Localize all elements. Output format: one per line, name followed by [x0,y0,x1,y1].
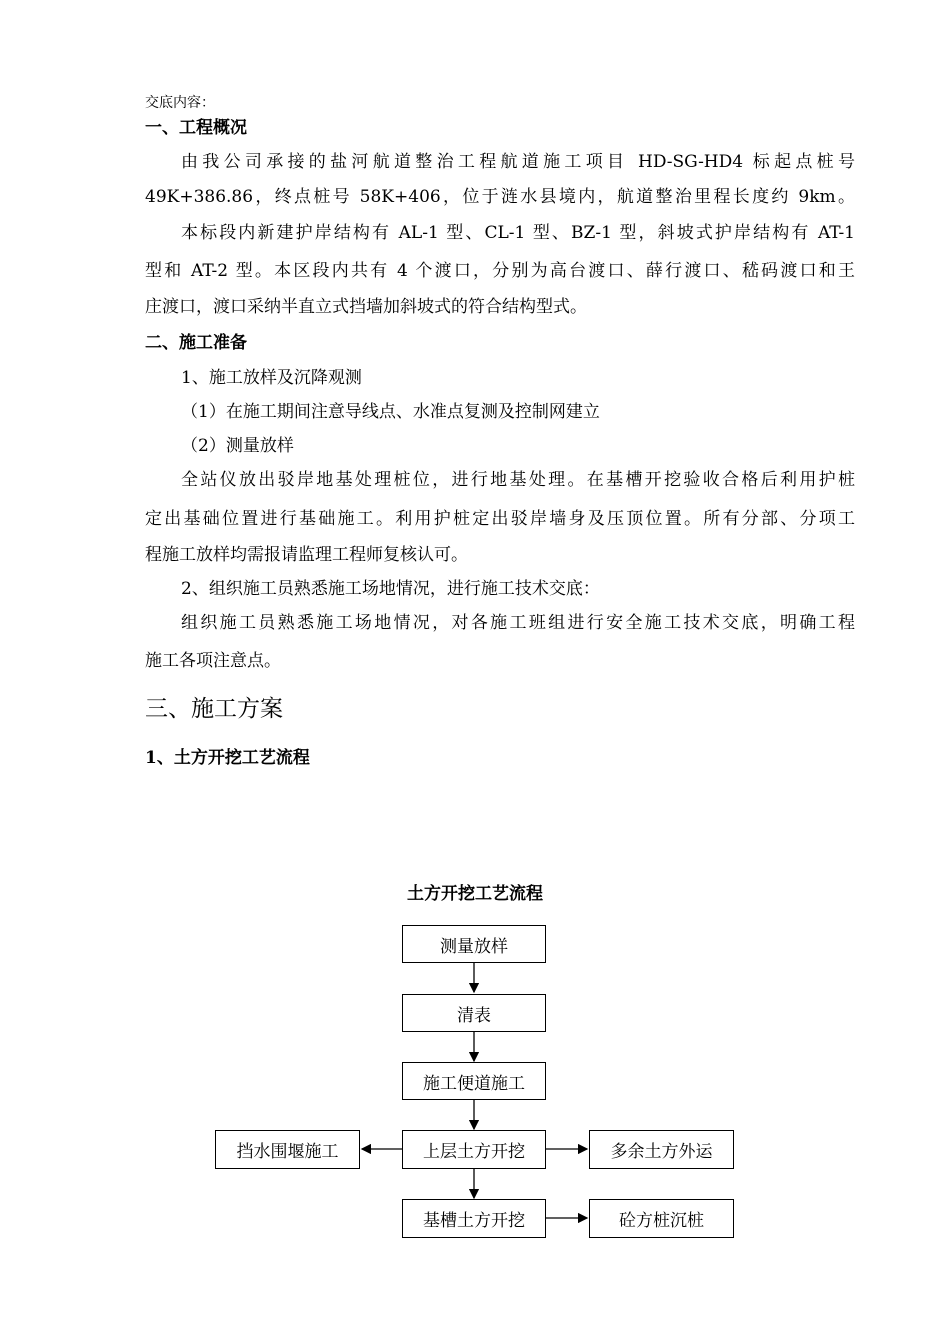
flowchart-title: 土方开挖工艺流程 [407,884,543,904]
section2-sub1: （1）在施工期间注意导线点、水准点复测及控制网建立 [181,402,600,422]
section2-p4-line2: 施工各项注意点。 [145,651,281,671]
section1-p2-line1: 本标段内新建护岸结构有 AL-1 型、CL-1 型、BZ-1 型，斜坡式护岸结构有 AT-1 [181,223,855,243]
flow-node-access-road [402,1062,546,1100]
flow-node-survey-label: 测量放样 [440,936,508,957]
flow-node-pile-sinking [589,1199,734,1238]
flow-node-survey [402,925,546,963]
section1-p1-line2: 49K+386.86，终点桩号 58K+406，位于涟水县境内，航道整治里程长度约 9km。 [145,187,855,207]
section1-p2-line2: 型和 AT-2 型。本区段内共有 4 个渡口，分别为高台渡口、薛行渡口、嵇码渡口和王 [145,261,855,281]
flow-node-pile-sinking-label: 砼方桩沉桩 [619,1211,704,1231]
section2-p3-line1: 全站仪放出驳岸地基处理桩位，进行地基处理。在基槽开挖验收合格后利用护桩 [181,470,855,490]
section2-sub2: （2）测量放样 [181,436,294,456]
flow-node-haul-away-label: 多余土方外运 [610,1142,713,1162]
section2-p3-line2: 定出基础位置进行基础施工。利用护桩定出驳岸墙身及压顶位置。所有分部、分项工 [145,509,855,529]
flow-node-clear [402,994,546,1032]
flow-node-clear-label: 清表 [457,1005,491,1026]
flow-node-cofferdam-label: 挡水围堰施工 [236,1142,339,1162]
section2-item2: 2、组织施工员熟悉施工场地情况，进行施工技术交底： [181,579,600,599]
flow-node-upper-excavation-label: 上层土方开挖 [423,1142,525,1162]
section2-heading: 二、施工准备 [145,333,247,353]
section1-heading: 一、工程概况 [145,118,247,138]
section3-subheading: 1、土方开挖工艺流程 [145,748,310,768]
intro-label: 交底内容： [145,95,215,111]
flow-node-access-road-label: 施工便道施工 [423,1073,525,1094]
section1-p2-line3: 庄渡口，渡口采纳半直立式挡墙加斜坡式的符合结构型式。 [145,297,587,317]
flow-node-upper-excavation [402,1130,546,1169]
flow-node-cofferdam [215,1130,360,1169]
section2-p4-line1: 组织施工员熟悉施工场地情况，对各施工班组进行安全施工技术交底，明确工程 [181,613,855,633]
flow-node-trench-excavation-label: 基槽土方开挖 [423,1211,525,1231]
section1-p1-line1: 由我公司承接的盐河航道整治工程航道施工项目 HD-SG-HD4 标起点桩号 [181,152,855,172]
flow-node-haul-away [589,1130,734,1169]
section2-p3-line3: 程施工放样均需报请监理工程师复核认可。 [145,545,468,565]
flow-node-trench-excavation [402,1199,546,1238]
section2-item1: 1、施工放样及沉降观测 [181,368,362,388]
section3-heading: 三、施工方案 [145,696,283,722]
